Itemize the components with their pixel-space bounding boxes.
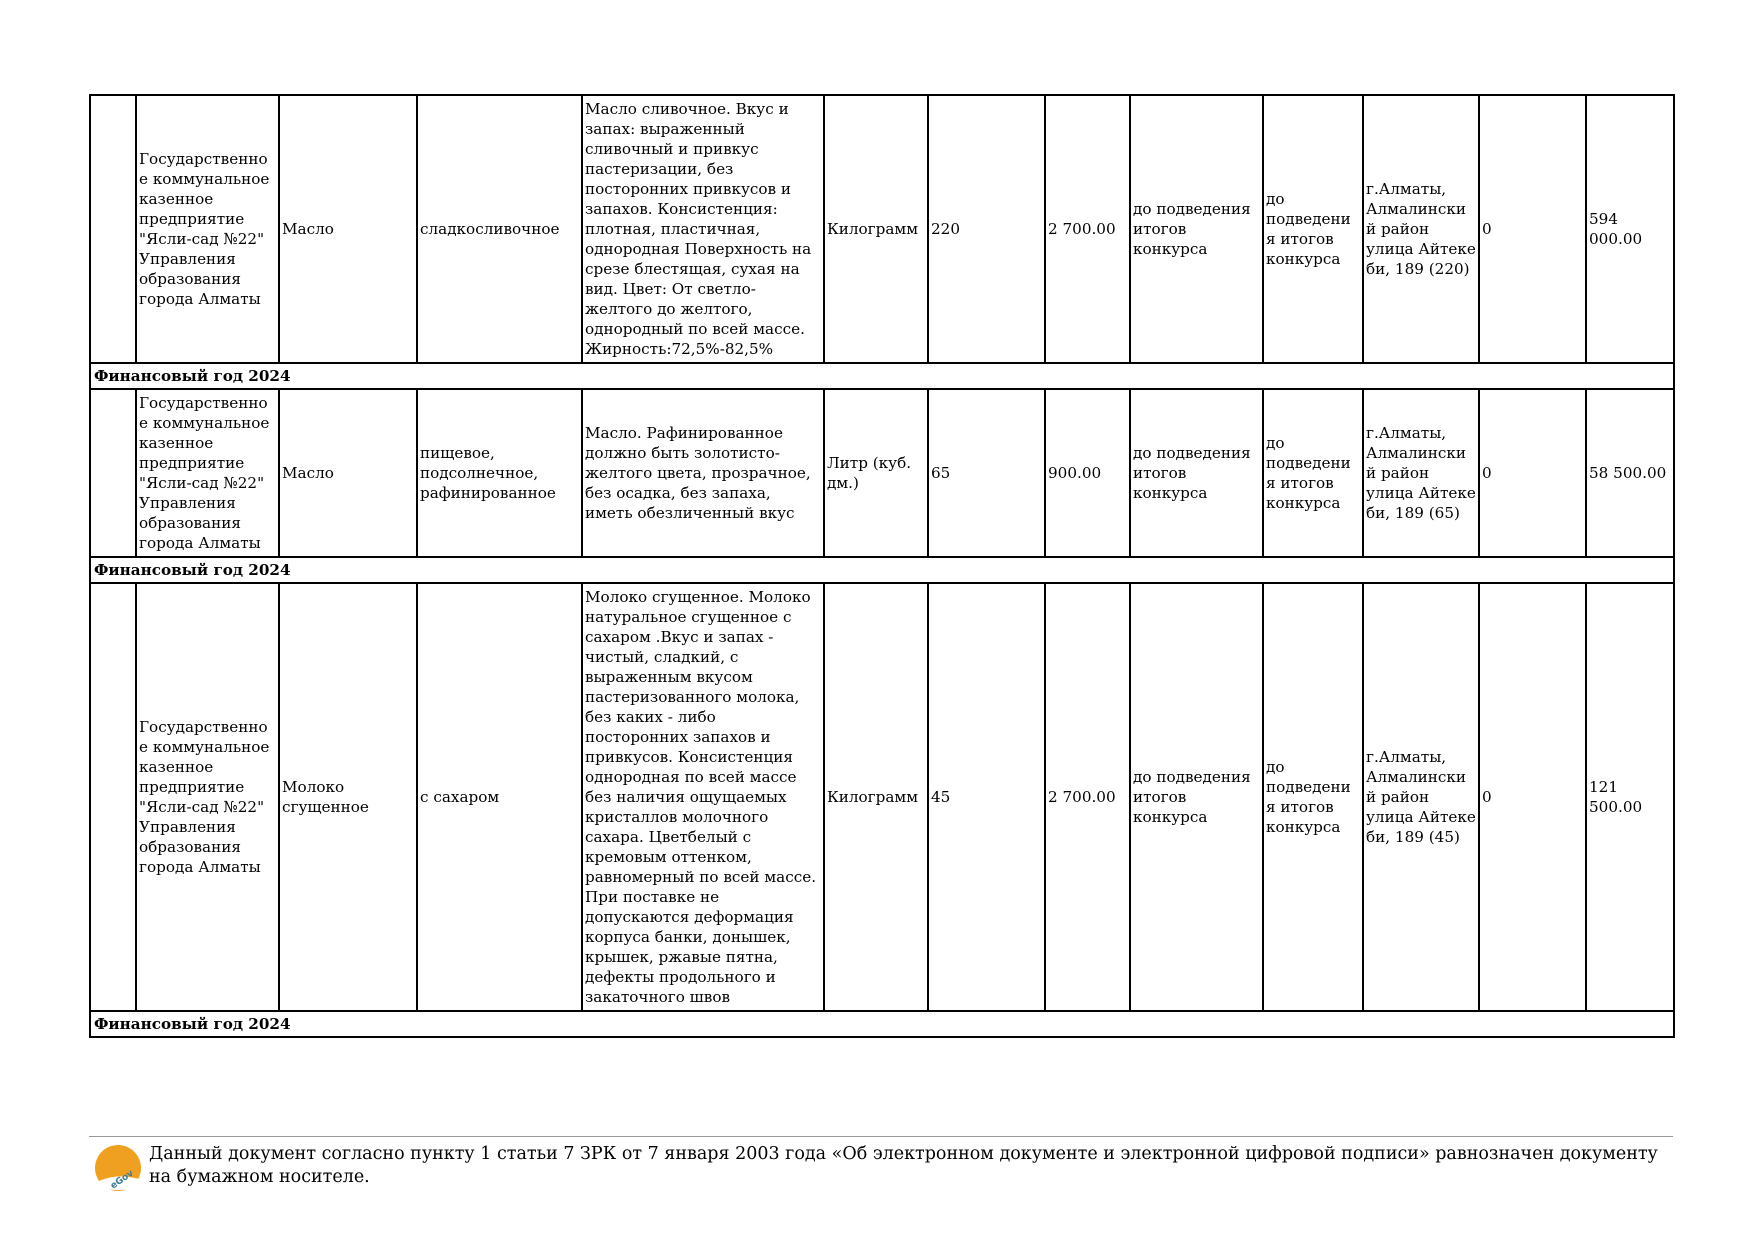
characteristic-cell: пищевое, подсолнечное, рафинированное [417, 389, 582, 557]
characteristic-cell: с сахаром [417, 583, 582, 1011]
name-cell: Масло [279, 95, 417, 363]
unit-cell: Килограмм [824, 95, 928, 363]
name-cell: Масло [279, 389, 417, 557]
legal-note: Данный документ согласно пункту 1 статьи 7 ЗРК от 7 января 2003 года «Об электронном документе и электронной цифровой подписи» равнозначен документу на бумажном носителе. [149, 1144, 1658, 1187]
address-cell: г.Алматы, Алмалинский район улица Айтеке би, 189 (45) [1363, 583, 1479, 1011]
quantity-cell: 45 [928, 583, 1045, 1011]
financial-year-row [90, 1011, 1674, 1037]
customer-cell: Государственное коммунальное казенное предприятие "Ясли-сад №22" Управления образования города Алматы [136, 583, 279, 1011]
unit-cell: Литр (куб. дм.) [824, 389, 928, 557]
customer-cell: Государственное коммунальное казенное предприятие "Ясли-сад №22" Управления образования города Алматы [136, 95, 279, 363]
term-start-cell: до подведения итогов конкурса [1130, 95, 1263, 363]
svg-text:eGov: eGov [108, 1168, 136, 1192]
specification-cell: Масло сливочное. Вкус и запах: выраженный сливочный и привкус пастеризации, без посторонних привкусов и запахов. Консистенция: плотная, пластичная, однородная Поверхность на срезе блестящая, сухая на вид. Цвет: От светло-желтого до желтого, однородный по всей массе. Жирность:72,5%-82,5% [582, 95, 824, 363]
advance-cell: 0 [1479, 583, 1586, 1011]
procurement-table [89, 94, 1675, 1038]
term-end-cell: до подведения итогов конкурса [1263, 95, 1363, 363]
quantity-cell: 220 [928, 95, 1045, 363]
financial-year-label: Финансовый год 2024 [90, 1011, 1674, 1037]
term-end-cell: до подведения итогов конкурса [1263, 389, 1363, 557]
financial-year-row [90, 363, 1674, 389]
document-footer [89, 1136, 1673, 1192]
specification-cell: Молоко сгущенное. Молоко натуральное сгущенное с сахаром .Вкус и запах - чистый, сладкий, с выраженным вкусом пастеризованного молока, без каких - либо посторонних запахов и привкусов. Консистенция однородная по всей массе без наличия ощущаемых кристаллов молочного сахара. Цветбелый с кремовым оттенком, равномерный по всей массе. При поставке не допускаются деформация корпуса банки, донышек, крышек, ржавые пятна, дефекты продольного и закаточного швов [582, 583, 824, 1011]
financial-year-row [90, 557, 1674, 583]
customer-cell: Государственное коммунальное казенное предприятие "Ясли-сад №22" Управления образования города Алматы [136, 389, 279, 557]
financial-year-label: Финансовый год 2024 [90, 363, 1674, 389]
term-end-cell: до подведения итогов конкурса [1263, 583, 1363, 1011]
address-cell: г.Алматы, Алмалинский район улица Айтеке би, 189 (220) [1363, 95, 1479, 363]
financial-year-label: Финансовый год 2024 [90, 557, 1674, 583]
term-start-cell: до подведения итогов конкурса [1130, 389, 1263, 557]
characteristic-cell: сладкосливочное [417, 95, 582, 363]
table-row [90, 389, 1674, 557]
specification-cell: Масло. Рафинированное должно быть золотисто-желтого цвета, прозрачное, без осадка, без запаха, иметь обезличенный вкус [582, 389, 824, 557]
name-cell: Молоко сгущенное [279, 583, 417, 1011]
total-cell: 594 000.00 [1586, 95, 1674, 363]
total-cell: 58 500.00 [1586, 389, 1674, 557]
advance-cell: 0 [1479, 95, 1586, 363]
unit-cell: Килограмм [824, 583, 928, 1011]
quantity-cell: 65 [928, 389, 1045, 557]
price-cell: 2 700.00 [1045, 95, 1130, 363]
total-cell: 121 500.00 [1586, 583, 1674, 1011]
table-row [90, 583, 1674, 1011]
term-start-cell: до подведения итогов конкурса [1130, 583, 1263, 1011]
address-cell: г.Алматы, Алмалинский район улица Айтеке би, 189 (65) [1363, 389, 1479, 557]
price-cell: 2 700.00 [1045, 583, 1130, 1011]
egov-sun-logo-icon [93, 1143, 143, 1193]
row-number-cell [90, 95, 136, 363]
table-row [90, 95, 1674, 363]
price-cell: 900.00 [1045, 389, 1130, 557]
row-number-cell [90, 583, 136, 1011]
advance-cell: 0 [1479, 389, 1586, 557]
row-number-cell [90, 389, 136, 557]
